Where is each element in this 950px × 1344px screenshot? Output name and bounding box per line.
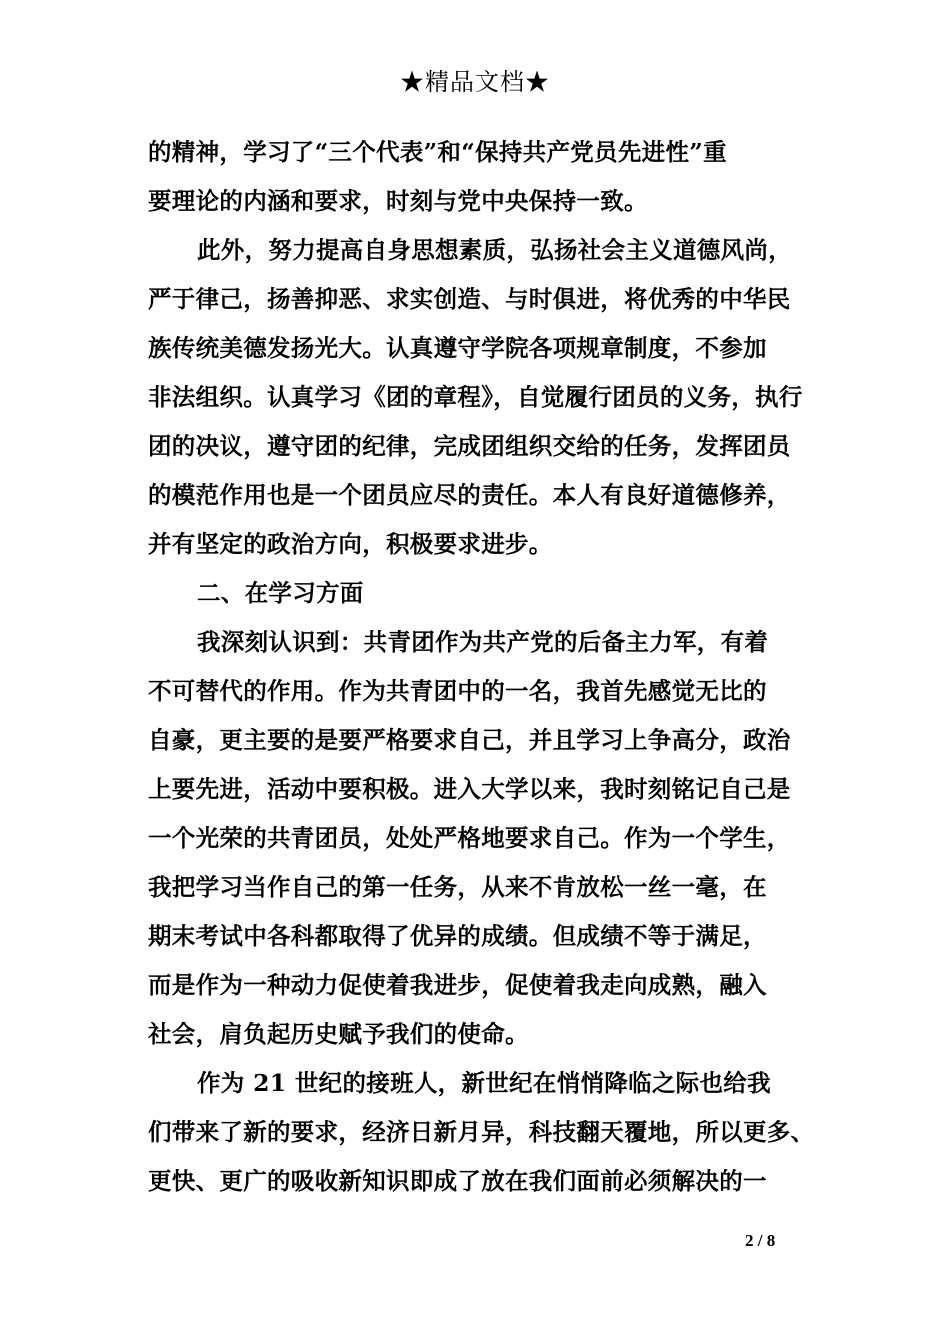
text-line: 自豪，更主要的是要严格要求自己，并且学习上争高分，政治 [148, 726, 791, 754]
text-line: 的模范作用也是一个团员应尽的责任。本人有良好道德修养， [148, 481, 791, 509]
paragraph-start-line: 作为 21 世纪的接班人，新世纪在悄悄降临之际也给我 [197, 1069, 771, 1097]
text-line: 严于律己，扬善抑恶、求实创造、与时俱进，将优秀的中华民 [148, 285, 791, 313]
text-line: 更快、更广的吸收新知识即成了放在我们面前必须解决的一 [148, 1167, 767, 1195]
page-header-title: ★精品文档★ [400, 68, 550, 96]
section-heading: 二、在学习方面 [197, 579, 364, 607]
paragraph-start-line: 此外，努力提高自身思想素质，弘扬社会主义道德风尚， [197, 236, 792, 264]
text-line: 非法组织。认真学习《团的章程》，自觉履行团员的义务，执行 [148, 383, 803, 411]
text-line: 我把学习当作自己的第一任务，从来不肯放松一丝一毫，在 [148, 873, 767, 901]
text-line: 而是作为一种动力促使着我进步，促使着我走向成熟，融入 [148, 971, 767, 999]
text-line: 的精神，学习了“三个代表”和“保持共产党员先进性”重 [148, 138, 727, 166]
text-line: 们带来了新的要求，经济日新月异，科技翻天覆地，所以更多、 [148, 1118, 815, 1146]
text-line: 团的决议，遵守团的纪律，完成团组织交给的任务，发挥团员 [148, 432, 791, 460]
text-line: 要理论的内涵和要求，时刻与党中央保持一致。 [148, 187, 648, 215]
text-line: 期末考试中各科都取得了优异的成绩。但成绩不等于满足， [148, 922, 767, 950]
text-line: 并有坚定的政治方向，积极要求进步。 [148, 530, 553, 558]
text-line: 不可替代的作用。作为共青团中的一名，我首先感觉无比的 [148, 677, 767, 705]
text-line: 一个光荣的共青团员，处处严格地要求自己。作为一个学生， [148, 824, 791, 852]
text-line: 上要先进，活动中要积极。进入大学以来，我时刻铭记自己是 [148, 775, 791, 803]
text-line: 社会，肩负起历史赋予我们的使命。 [148, 1020, 529, 1048]
document-body [148, 128, 815, 1206]
paragraph-start-line: 我深刻认识到：共青团作为共产党的后备主力军，有着 [197, 628, 769, 656]
page-number: 2 / 8 [745, 1231, 776, 1250]
text-line: 族传统美德发扬光大。认真遵守学院各项规章制度，不参加 [148, 334, 767, 362]
